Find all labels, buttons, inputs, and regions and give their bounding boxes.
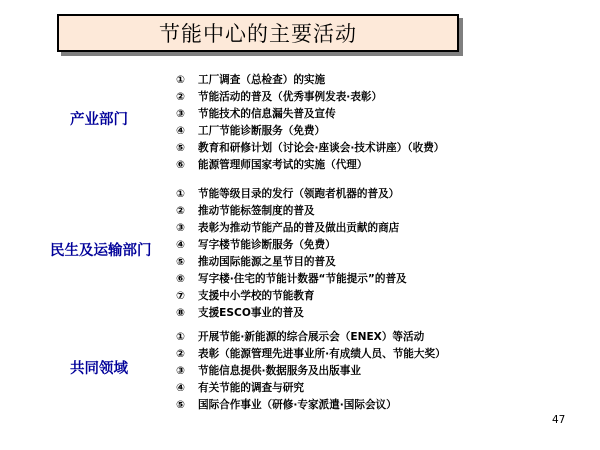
list-item bbox=[176, 253, 407, 270]
item-text: 写字楼节能诊断服务（免费） bbox=[198, 239, 336, 251]
item-text: 工厂节能诊断服务（免费） bbox=[198, 125, 326, 137]
item-text: 教育和研修计划（讨论会·座谈会·技术讲座）（收费） bbox=[198, 142, 445, 154]
page-title: 节能中心的主要活动 bbox=[57, 14, 459, 52]
item-text: 有关节能的调查与研究 bbox=[198, 382, 304, 394]
section-label-industry: 产业部门 bbox=[70, 112, 128, 128]
item-number: ⑤ bbox=[176, 141, 185, 154]
list-item bbox=[176, 396, 446, 413]
item-number: ① bbox=[176, 73, 185, 86]
item-text: 写字楼·住宅的节能计数器“节能提示”的普及 bbox=[198, 273, 407, 285]
item-number: ② bbox=[176, 204, 185, 217]
list-item bbox=[176, 345, 446, 362]
list-item bbox=[176, 304, 407, 321]
item-number: ④ bbox=[176, 238, 185, 251]
list-item bbox=[176, 105, 444, 122]
item-number: ⑦ bbox=[176, 289, 185, 302]
list-item bbox=[176, 202, 407, 219]
item-text: 节能信息提供·数据服务及出版事业 bbox=[198, 365, 361, 377]
list-item bbox=[176, 362, 446, 379]
item-text: 表彰（能源管理先进事业所·有成绩人员、节能大奖） bbox=[198, 348, 446, 360]
item-text: 支援ESCO事业的普及 bbox=[198, 307, 304, 319]
item-text: 表彰为推动节能产品的普及做出贡献的商店 bbox=[198, 222, 400, 234]
item-text: 节能技术的信息漏失普及宣传 bbox=[198, 108, 336, 120]
item-text: 节能活动的普及（优秀事例发表·表彰） bbox=[198, 91, 383, 103]
item-number: ④ bbox=[176, 381, 185, 394]
item-number: ⑥ bbox=[176, 158, 185, 171]
item-number: ③ bbox=[176, 364, 185, 377]
section-label-common-areas: 共同领域 bbox=[70, 361, 128, 377]
item-number: ④ bbox=[176, 124, 185, 137]
list-item bbox=[176, 236, 407, 253]
list-item bbox=[176, 328, 446, 345]
item-text: 开展节能·新能源的综合展示会（ENEX）等活动 bbox=[198, 331, 425, 343]
item-number: ⑤ bbox=[176, 398, 185, 411]
list-item bbox=[176, 156, 444, 173]
list-item bbox=[176, 139, 444, 156]
item-number: ① bbox=[176, 330, 185, 343]
item-text: 工厂调查（总检查）的实施 bbox=[198, 74, 326, 86]
item-text: 国际合作事业（研修·专家派遣·国际会议） bbox=[198, 399, 397, 411]
item-number: ② bbox=[176, 347, 185, 360]
item-text: 推动国际能源之星节目的普及 bbox=[198, 256, 336, 268]
item-number: ③ bbox=[176, 107, 185, 120]
section-label-livelihood-transport: 民生及运输部门 bbox=[50, 243, 152, 259]
item-number: ③ bbox=[176, 221, 185, 234]
common-areas-activity-list bbox=[176, 328, 446, 413]
list-item bbox=[176, 88, 444, 105]
list-item bbox=[176, 219, 407, 236]
item-text: 能源管理师国家考试的实施（代理） bbox=[198, 159, 368, 171]
industry-activity-list bbox=[176, 71, 444, 173]
list-item bbox=[176, 122, 444, 139]
livelihood-transport-activity-list bbox=[176, 185, 407, 321]
item-number: ② bbox=[176, 90, 185, 103]
item-number: ⑧ bbox=[176, 306, 185, 319]
item-text: 支援中小学校的节能教育 bbox=[198, 290, 315, 302]
list-item bbox=[176, 185, 407, 202]
item-number: ⑥ bbox=[176, 272, 185, 285]
item-text: 推动节能标签制度的普及 bbox=[198, 205, 315, 217]
list-item bbox=[176, 71, 444, 88]
item-number: ① bbox=[176, 187, 185, 200]
item-text: 节能等级目录的发行（领跑者机器的普及） bbox=[198, 188, 400, 200]
list-item bbox=[176, 270, 407, 287]
item-number: ⑤ bbox=[176, 255, 185, 268]
page-number: 47 bbox=[552, 414, 566, 426]
list-item bbox=[176, 379, 446, 396]
list-item bbox=[176, 287, 407, 304]
